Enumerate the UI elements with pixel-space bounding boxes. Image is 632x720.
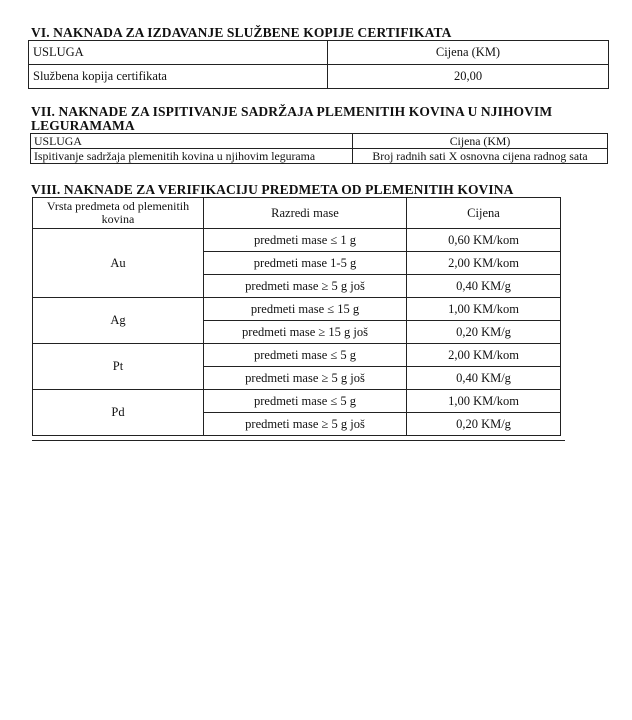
header-cell-price: Cijena (407, 198, 561, 229)
metal-cell-ag: Ag (33, 298, 204, 344)
header-cell-service: USLUGA (29, 41, 328, 65)
table-header-row (29, 41, 609, 65)
price-cell: 0,40 KM/g (407, 367, 561, 390)
header-cell-service: USLUGA (31, 134, 353, 149)
section-6-table (28, 40, 609, 89)
cell-price: 20,00 (328, 65, 609, 89)
table-row (33, 298, 561, 321)
metal-cell-pd: Pd (33, 390, 204, 436)
table-row (33, 344, 561, 367)
mass-class-cell: predmeti mase ≥ 5 g još (204, 275, 407, 298)
mass-class-cell: predmeti mase ≥ 5 g još (204, 367, 407, 390)
price-cell: 0,20 KM/g (407, 321, 561, 344)
section-6-title: VI. NAKNADA ZA IZDAVANJE SLUŽBENE KOPIJE CERTIFIKATA (31, 25, 452, 40)
table-row (29, 65, 609, 89)
header-cell-price: Cijena (KM) (328, 41, 609, 65)
table-header-row (33, 198, 561, 229)
table-row (33, 229, 561, 252)
section-8-title: VIII. NAKNADE ZA VERIFIKACIJU PREDMETA OD PLEMENITIH KOVINA (31, 182, 514, 197)
mass-class-cell: predmeti mase ≤ 5 g (204, 390, 407, 413)
header-cell-price: Cijena (KM) (353, 134, 608, 149)
table-row (33, 390, 561, 413)
metal-cell-pt: Pt (33, 344, 204, 390)
mass-class-cell: predmeti mase ≤ 5 g (204, 344, 407, 367)
mass-class-cell: predmeti mase ≥ 5 g još (204, 413, 407, 436)
header-cell-item-type: Vrsta predmeta od plemenitih kovina (33, 198, 204, 229)
section-7-table (30, 133, 608, 164)
header-cell-mass-class: Razredi mase (204, 198, 407, 229)
price-cell: 0,60 KM/kom (407, 229, 561, 252)
cell-service: Ispitivanje sadržaja plemenitih kovina u njihovim legurama (31, 149, 353, 164)
cell-price: Broj radnih sati X osnovna cijena radnog sata (353, 149, 608, 164)
mass-class-cell: predmeti mase ≤ 15 g (204, 298, 407, 321)
section-7-title-line-1: VII. NAKNADE ZA ISPITIVANJE SADRŽAJA PLEMENITIH KOVINA U NJIHOVIM (31, 104, 553, 119)
cell-service: Službena kopija certifikata (29, 65, 328, 89)
price-cell: 1,00 KM/kom (407, 298, 561, 321)
price-cell: 0,20 KM/g (407, 413, 561, 436)
table-bottom-rule (32, 440, 565, 441)
table-row (31, 149, 608, 164)
price-cell: 2,00 KM/kom (407, 252, 561, 275)
price-cell: 2,00 KM/kom (407, 344, 561, 367)
mass-class-cell: predmeti mase 1-5 g (204, 252, 407, 275)
price-cell: 1,00 KM/kom (407, 390, 561, 413)
table-header-row (31, 134, 608, 149)
price-cell: 0,40 KM/g (407, 275, 561, 298)
mass-class-cell: predmeti mase ≤ 1 g (204, 229, 407, 252)
section-8-table (32, 197, 561, 436)
metal-cell-au: Au (33, 229, 204, 298)
section-7-title-line-2: LEGURAMAMA (31, 118, 135, 133)
mass-class-cell: predmeti mase ≥ 15 g još (204, 321, 407, 344)
